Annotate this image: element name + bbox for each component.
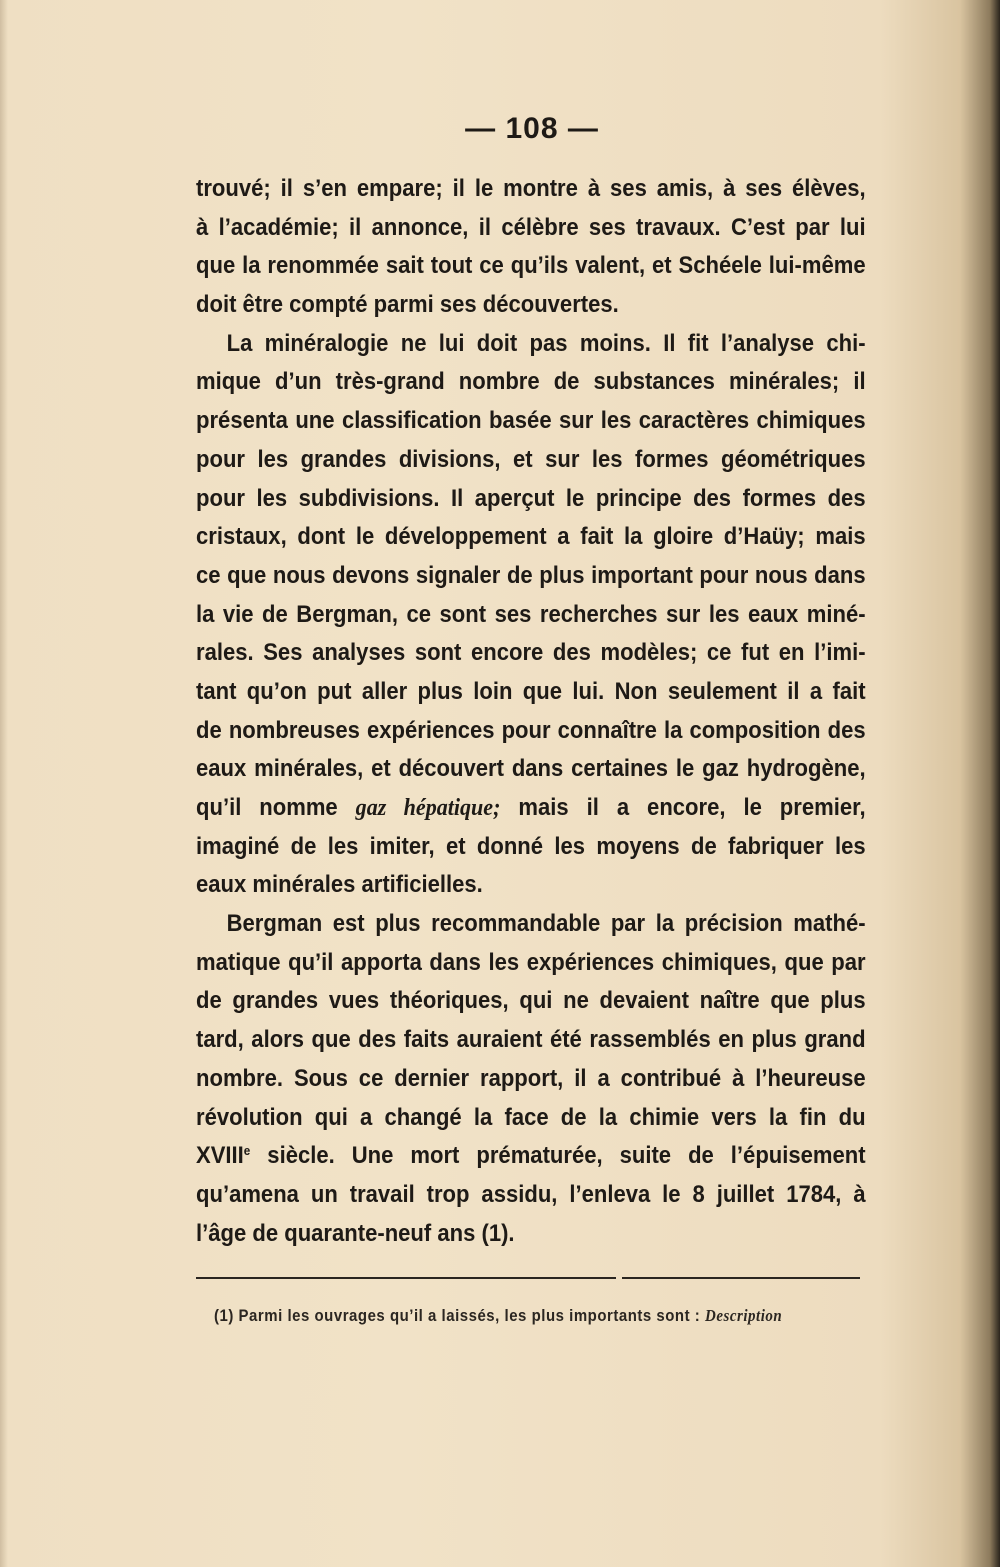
- text-line: tant qu’on put aller plus loin que lui. Non seulement il a fait: [196, 677, 866, 705]
- footnote-italic: Description: [704, 1306, 783, 1325]
- text-line: imaginé de les imiter, et donné les moyens de fabriquer les: [196, 832, 866, 860]
- century-numeral: XVIII: [196, 1142, 244, 1170]
- text-run: siècle. Une mort prématurée, suite de l’épuisement: [267, 1142, 866, 1170]
- text-line: Bergman est plus recommandable par la précision mathé-: [226, 910, 866, 938]
- text-line: [196, 789, 866, 828]
- text-line: pour les grandes divisions, et sur les formes géométriques: [196, 445, 866, 473]
- text-line: tard, alors que des faits auraient été rassemblés en plus grand: [196, 1026, 866, 1054]
- text-line: l’âge de quarante-neuf ans (1).: [196, 1219, 515, 1247]
- text-line: La minéralogie ne lui doit pas moins. Il fit l’analyse chi-: [226, 329, 866, 357]
- text-line: qu’amena un travail trop assidu, l’enleva le 8 juillet 1784, à: [196, 1180, 866, 1208]
- page-number: — 108 —: [465, 112, 599, 145]
- italic-term: gaz hépatique;: [355, 794, 501, 821]
- text-line: doit être compté parmi ses découvertes.: [196, 291, 619, 319]
- text-line: rales. Ses analyses sont encore des modèles; ce fut en l’imi-: [196, 639, 866, 667]
- text-line: à l’académie; il annonce, il célèbre ses travaux. C’est par lui: [196, 213, 866, 241]
- text-line: eaux minérales artificielles.: [196, 871, 483, 899]
- text-line: eaux minérales, et découvert dans certaines le gaz hydrogène,: [196, 755, 866, 783]
- text-line: la vie de Bergman, ce sont ses recherches sur les eaux miné-: [196, 600, 866, 628]
- text-run: qu’il nomme: [196, 794, 338, 821]
- text-line: mique d’un très-grand nombre de substances minérales; il: [196, 368, 866, 396]
- footnote-divider: [196, 1277, 860, 1279]
- text-line: présenta une classification basée sur les caractères chimiques: [196, 407, 866, 435]
- text-line: [196, 1137, 866, 1176]
- footnote: [214, 1306, 848, 1326]
- superscript: e: [243, 1143, 251, 1159]
- body-text: [196, 170, 866, 1253]
- text-line: cristaux, dont le développement a fait la gloire d’Haüy; mais: [196, 523, 866, 551]
- text-run: mais il a encore, le premier,: [518, 794, 866, 821]
- text-line: ce que nous devons signaler de plus important pour nous dans: [196, 561, 866, 589]
- footnote-text: (1) Parmi les ouvrages qu’il a laissés, les plus importants sont :: [214, 1306, 701, 1325]
- text-line: pour les subdivisions. Il aperçut le principe des formes des: [196, 484, 866, 512]
- text-line: nombre. Sous ce dernier rapport, il a contribué à l’heureuse: [196, 1064, 866, 1092]
- text-line: révolution qui a changé la face de la chimie vers la fin du: [196, 1103, 866, 1131]
- text-line: de nombreuses expériences pour connaître la composition des: [196, 716, 866, 744]
- text-line: que la renommée sait tout ce qu’ils valent, et Schéele lui-même: [196, 252, 866, 280]
- text-line: matique qu’il apporta dans les expériences chimiques, que par: [196, 948, 866, 976]
- text-line: de grandes vues théoriques, qui ne devaient naître que plus: [196, 987, 866, 1015]
- text-line: trouvé; il s’en empare; il le montre à ses amis, à ses élèves,: [196, 175, 866, 202]
